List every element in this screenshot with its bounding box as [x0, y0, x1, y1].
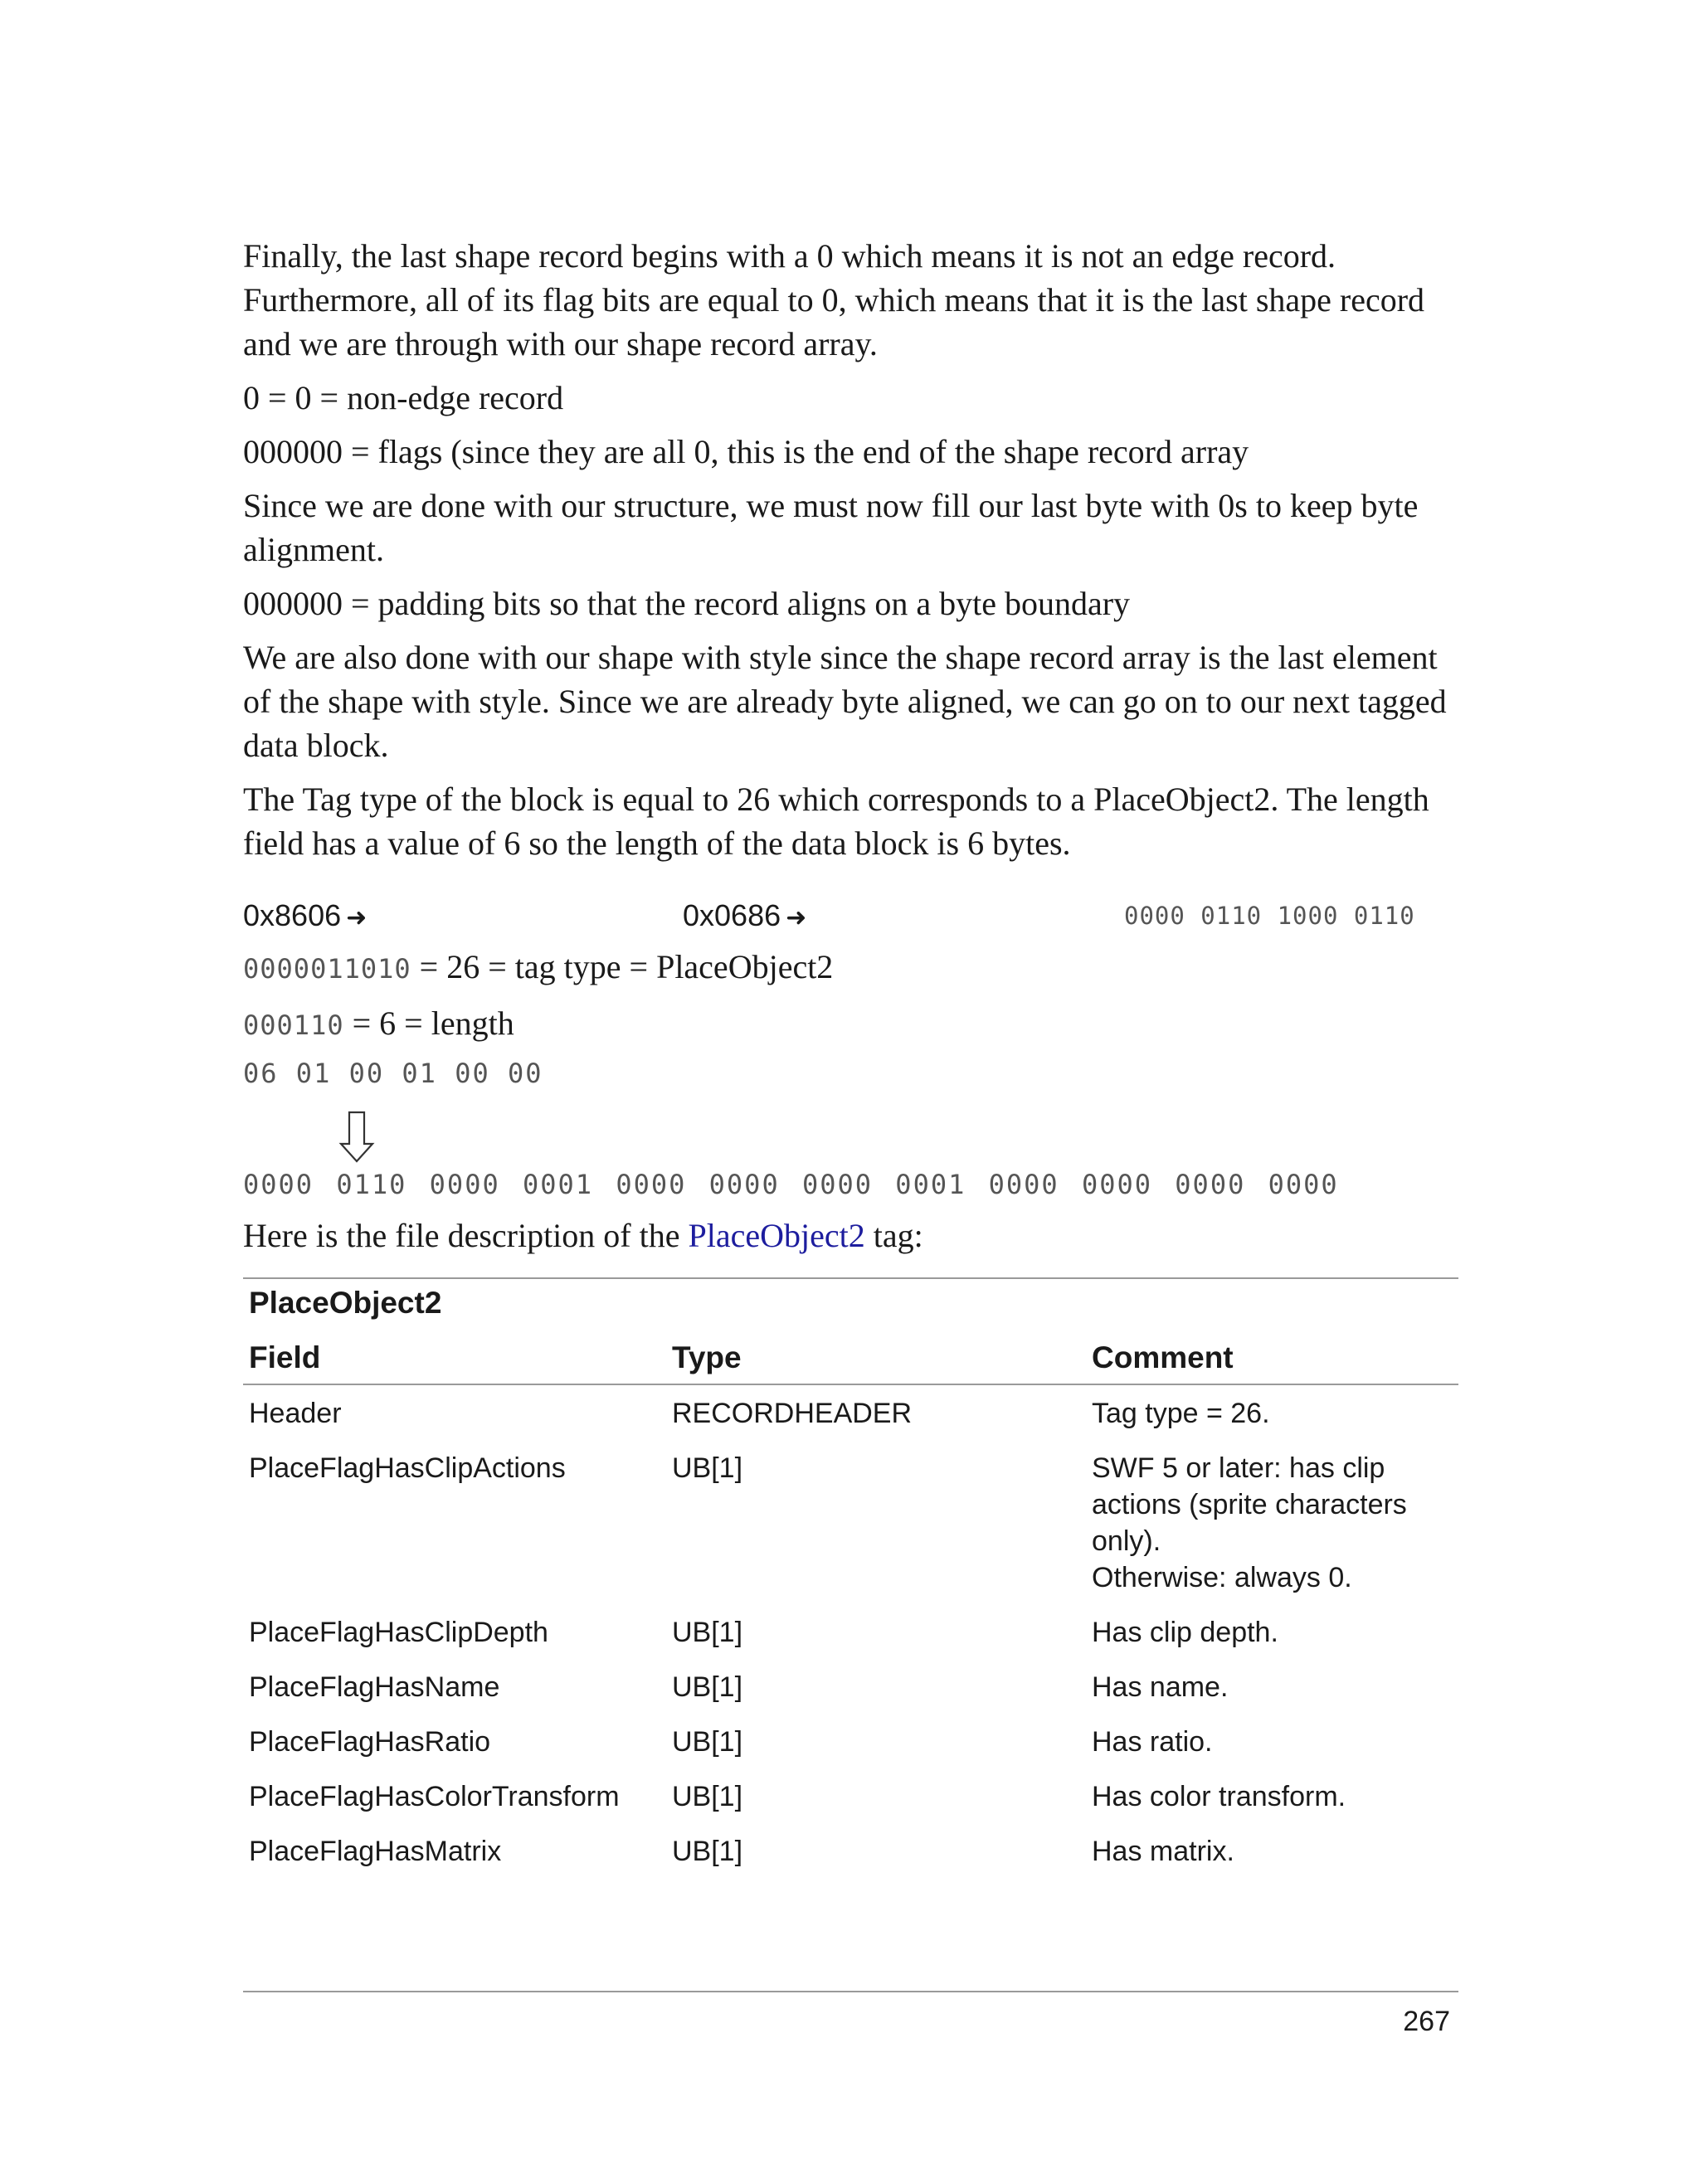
- comment-cell: Has ratio.: [1092, 1726, 1213, 1758]
- paragraph-shape-with-style: We are also done with our shape with style since the shape record array is the last element of the shape with style. Since we are already byte aligned, we can go on to our next tagged data block.: [243, 639, 1447, 764]
- column-header-comment: Comment: [1092, 1340, 1234, 1374]
- table-row: [243, 1659, 1458, 1714]
- type-cell: UB[1]: [672, 1452, 743, 1484]
- type-cell: UB[1]: [672, 1836, 743, 1867]
- length-decode: [243, 1001, 1458, 1048]
- type-cell: UB[1]: [672, 1671, 743, 1703]
- comment-cell: Has clip depth.: [1092, 1617, 1278, 1648]
- field-cell: PlaceFlagHasColorTransform: [249, 1781, 620, 1812]
- paragraph-padding-bits: 000000 = padding bits so that the record aligns on a byte boundary: [243, 585, 1131, 622]
- comment-cell: SWF 5 or later: has clip actions (sprite characters only). Otherwise: always 0.: [1092, 1452, 1407, 1593]
- length-bits: 000110: [243, 1009, 344, 1041]
- placeobject2-table: [243, 1277, 1458, 1878]
- hex-swapped-value: 0x0686 ➜: [683, 898, 807, 932]
- placeobject2-link[interactable]: PlaceObject2: [688, 1217, 865, 1254]
- type-cell: UB[1]: [672, 1726, 743, 1758]
- table-header-row: [243, 1332, 1458, 1385]
- field-cell: Header: [249, 1398, 342, 1429]
- down-arrow-icon: [338, 1111, 1458, 1164]
- hex-raw-value: 0x8606 ➜: [243, 898, 368, 932]
- table-row: [243, 1823, 1458, 1878]
- table-title: PlaceObject2: [249, 1286, 442, 1320]
- tag-decode-text: = 26 = tag type = PlaceObject2: [411, 948, 834, 985]
- field-cell: PlaceFlagHasRatio: [249, 1726, 491, 1758]
- footer-divider: [243, 1991, 1458, 1992]
- paragraph-non-edge-record: 0 = 0 = non-edge record: [243, 379, 564, 416]
- field-cell: PlaceFlagHasClipActions: [249, 1452, 566, 1484]
- column-header-field: Field: [249, 1340, 321, 1374]
- paragraph-byte-alignment: Since we are done with our structure, we must now fill our last byte with 0s to keep byte alignment.: [243, 487, 1419, 568]
- tag-bits: 0000011010: [243, 953, 411, 985]
- type-cell: UB[1]: [672, 1781, 743, 1812]
- hex-binary-value: 0000 0110 1000 0110: [1124, 902, 1415, 930]
- data-bits: 0000 0110 0000 0001 0000 0000 0000 0001 0000 0000 0000 0000: [243, 1169, 1339, 1200]
- hex-conversion-line: [243, 898, 1458, 945]
- table-body: [243, 1385, 1458, 1878]
- paragraph-tag-type: The Tag type of the block is equal to 26 which corresponds to a PlaceObject2. The length field has a value of 6 so the length of the data block is 6 bytes.: [243, 781, 1429, 862]
- arrow-right-icon: ➜: [346, 903, 368, 932]
- type-cell: UB[1]: [672, 1617, 743, 1648]
- field-cell: PlaceFlagHasMatrix: [249, 1836, 502, 1867]
- column-header-type: Type: [672, 1340, 742, 1374]
- tag-type-decode: [243, 945, 1458, 991]
- table-row: [243, 1385, 1458, 1440]
- type-cell: RECORDHEADER: [672, 1398, 913, 1429]
- table-row: [243, 1714, 1458, 1768]
- arrow-right-icon: ➜: [786, 903, 807, 932]
- length-decode-text: = 6 = length: [343, 1004, 514, 1042]
- table-row: [243, 1440, 1458, 1604]
- page-content: [243, 234, 1458, 1878]
- field-cell: PlaceFlagHasName: [249, 1671, 500, 1703]
- page-number: 267: [1403, 2006, 1450, 2037]
- comment-cell: Has matrix.: [1092, 1836, 1234, 1867]
- comment-cell: Has name.: [1092, 1671, 1229, 1703]
- data-bytes: 06 01 00 01 00 00: [243, 1058, 543, 1089]
- comment-cell: Tag type = 26.: [1092, 1398, 1270, 1429]
- comment-cell: Has color transform.: [1092, 1781, 1346, 1812]
- paragraph-flags: 000000 = flags (since they are all 0, this is the end of the shape record array: [243, 433, 1249, 470]
- field-cell: PlaceFlagHasClipDepth: [249, 1617, 548, 1648]
- table-row: [243, 1604, 1458, 1659]
- paragraph-last-shape-record: Finally, the last shape record begins with a 0 which means it is not an edge record. Furthermore, all of its flag bits are equal to 0, which means that it is the last shape record and we are through with our shape record array.: [243, 237, 1425, 362]
- table-row: [243, 1768, 1458, 1823]
- file-description-line: Here is the file description of the PlaceObject2 tag:: [243, 1217, 923, 1254]
